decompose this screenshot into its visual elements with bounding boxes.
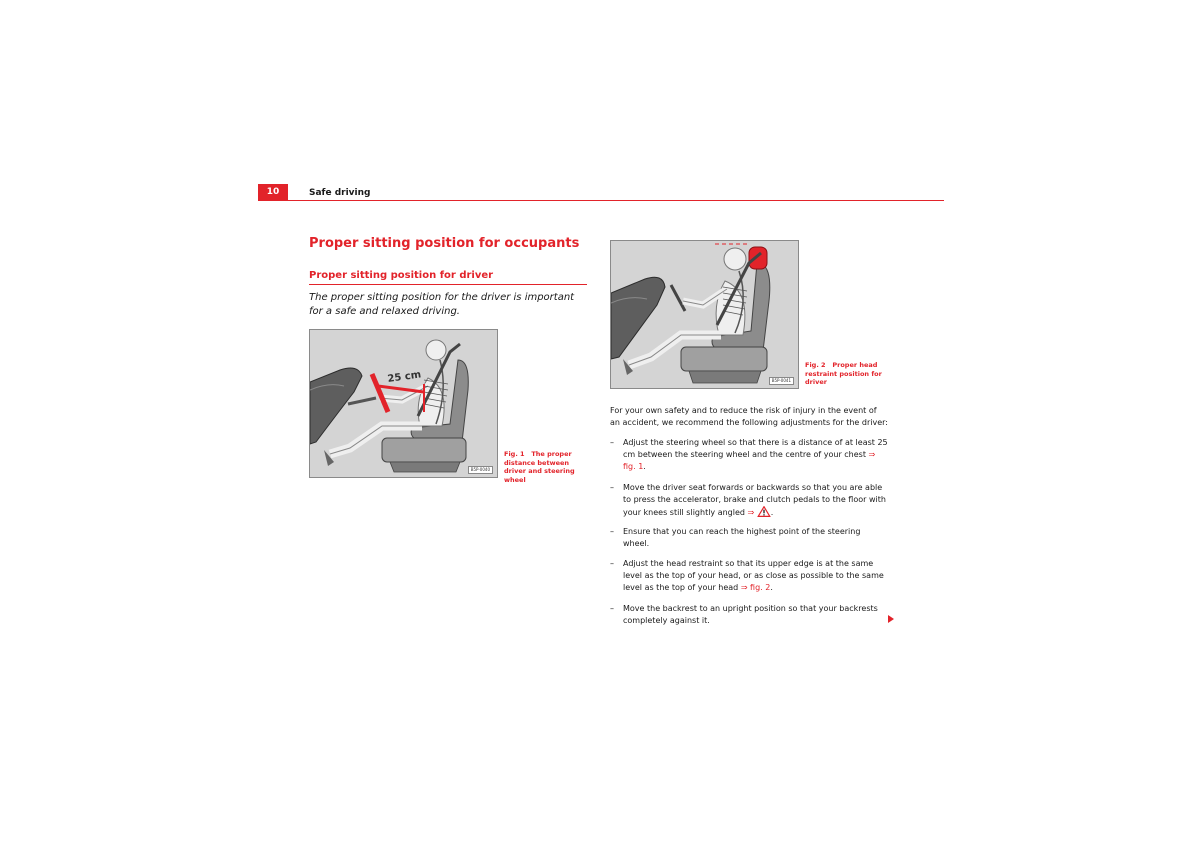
figure-1-code: B5P-0040 — [468, 466, 493, 474]
warning-triangle-icon[interactable] — [757, 506, 771, 517]
list-item-text: Ensure that you can reach the highest point of the steering wheel. — [623, 527, 861, 548]
figure-1-reference-link[interactable]: ⇒ fig. 1 — [623, 450, 876, 471]
warning-reference-link[interactable]: ⇒ — [747, 508, 755, 517]
figure-1-caption — [504, 450, 584, 484]
running-title: Safe driving — [309, 188, 371, 198]
continue-arrow-icon[interactable] — [888, 615, 894, 623]
list-item-text: Adjust the steering wheel so that there is a distance of at least 25 cm between the steering wheel and the centre of your chest — [623, 438, 888, 459]
subsection-title: Proper sitting position for driver — [309, 270, 494, 281]
header-rule — [288, 200, 944, 201]
figure-2-reference-link[interactable]: ⇒ fig. 2 — [740, 583, 771, 592]
list-item: – Adjust the head restraint so that its upper edge is at the same level as the top of your head, or as close as possible to the same level as the top of your head ⇒ fig. 2. — [610, 559, 884, 592]
figure-2-caption — [805, 361, 885, 387]
intro-text: The proper sitting position for the driver is important for a safe and relaxed driving. — [309, 292, 575, 317]
figure-1-driver-distance — [309, 329, 498, 478]
figure-2-code: B5P-0041 — [769, 377, 794, 385]
body-lead-paragraph: For your own safety and to reduce the risk of injury in the event of an accident, we recommend the following adjustments for the driver: — [610, 406, 888, 427]
figure-1-illustration — [310, 330, 497, 477]
figure-2-head-restraint — [610, 240, 799, 389]
list-item: – Ensure that you can reach the highest point of the steering wheel. — [610, 527, 861, 548]
list-item-text: Move the driver seat forwards or backwards so that you are able to press the accelerator, brake and clutch pedals to the floor with your knees still slightly angled — [623, 483, 886, 517]
list-item-text: Adjust the head restraint so that its upper edge is at the same level as the top of your head, or as close as possible to the same level as the top of your head — [623, 559, 884, 592]
subsection-rule — [309, 284, 587, 285]
section-title: Proper sitting position for occupants — [309, 236, 580, 251]
figure-2-illustration — [611, 241, 798, 388]
list-item: – Move the backrest to an upright position so that your backrests completely against it. — [610, 604, 878, 625]
list-item: – Move the driver seat forwards or backwards so that you are able to press the accelerator, brake and clutch pedals to the floor with your knees still slightly angled ⇒ . — [610, 483, 886, 517]
figure-2-caption-label: Fig. 2 — [805, 361, 826, 369]
page-number: 10 — [258, 184, 288, 201]
figure-1-caption-label: Fig. 1 — [504, 450, 525, 458]
measurement-label: 25 cm — [386, 369, 422, 385]
list-item: – Adjust the steering wheel so that there is a distance of at least 25 cm between the steering wheel and the centre of your chest ⇒ fig. 1. — [610, 438, 888, 471]
figure-1-caption-text: The proper distance between driver and steering wheel — [504, 450, 575, 484]
list-item-text: Move the backrest to an upright position so that your backrests completely against it. — [623, 604, 878, 625]
figure-2-caption-text: Proper head restraint position for driver — [805, 361, 882, 386]
